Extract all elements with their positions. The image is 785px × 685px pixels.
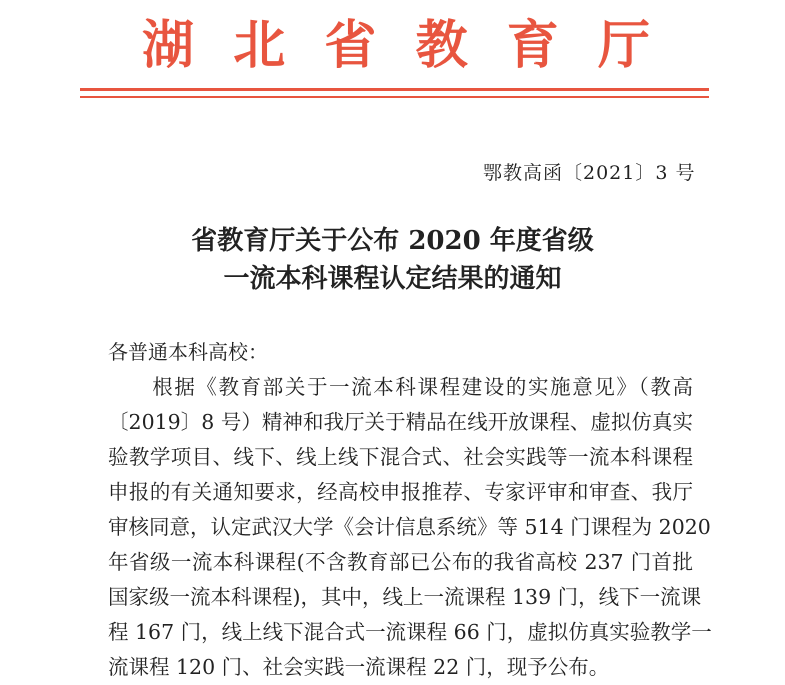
masthead-char: 教 <box>415 15 468 76</box>
title-line: 一流本科课程认定结果的通知 <box>223 264 562 294</box>
masthead-char: 育 <box>506 15 559 76</box>
masthead-rule-thick <box>80 88 709 91</box>
body-line: 审核同意，认定武汉大学《会计信息系统》等 514 门课程为 2020 <box>108 515 711 539</box>
document-title <box>0 222 785 298</box>
document-number: 鄂教高函〔2021〕3 号 <box>483 162 696 184</box>
masthead <box>80 14 710 78</box>
body-line: 国家级一流本科课程)，其中，线上一流课程 139 门，线下一流课 <box>108 585 702 609</box>
masthead-char: 北 <box>233 15 286 76</box>
body-line: 程 167 门，线上线下混合式一流课程 66 门，虚拟仿真实验教学一 <box>108 620 712 644</box>
masthead-char: 省 <box>324 15 377 76</box>
body-line: 根据《教育部关于一流本科课程建设的实施意见》（教高 <box>108 375 693 399</box>
body-line: 〔2019〕8 号）精神和我厅关于精品在线开放课程、虚拟仿真实 <box>108 410 693 434</box>
body-line: 申报的有关通知要求，经高校申报推荐、专家评审和审查、我厅 <box>108 480 693 504</box>
title-line: 省教育厅关于公布 2020 年度省级 <box>191 226 594 256</box>
masthead-char: 厅 <box>597 15 650 76</box>
body-paragraph <box>108 370 712 685</box>
salutation: 各普通本科高校： <box>108 340 268 364</box>
masthead-rule-thin <box>80 96 709 98</box>
body-line: 验教学项目、线下、线上线下混合式、社会实践等一流本科课程 <box>108 445 693 469</box>
masthead-char: 湖 <box>142 15 195 76</box>
body-line: 流课程 120 门、社会实践一流课程 22 门，现予公布。 <box>108 655 610 679</box>
body-line: 年省级一流本科课程(不含教育部已公布的我省高校 237 门首批 <box>108 550 693 574</box>
